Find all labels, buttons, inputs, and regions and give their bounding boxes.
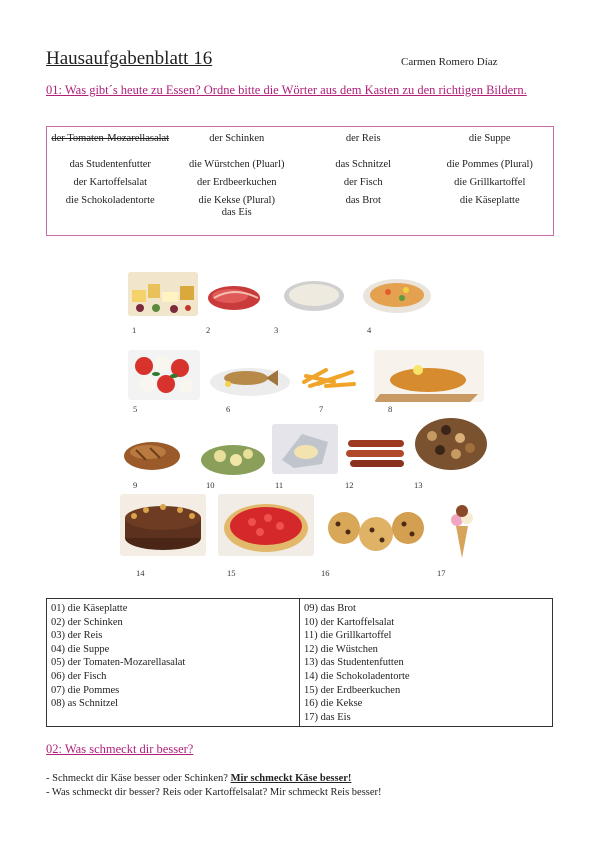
answer-line: 11) die Grillkartoffel	[304, 630, 392, 642]
word-box-row	[47, 195, 553, 221]
schnitzel-photo	[374, 350, 484, 402]
word-box-row	[47, 159, 553, 177]
word-box-word: die Schokoladentorte	[65, 195, 155, 206]
answer-line: 17) das Eis	[304, 711, 351, 723]
answer-column-left	[47, 599, 299, 726]
word-box-word: die Würstchen (Pluarl)	[189, 159, 285, 170]
word-box-word: die Suppe	[468, 133, 511, 144]
word-box-word: der Erdbeerkuchen	[196, 177, 277, 188]
chocolate-cake-photo	[120, 494, 206, 556]
answer-table	[46, 598, 553, 727]
sausages-photo	[342, 432, 410, 472]
exercise-1-heading: 01: Was gibt´s heute zu Essen? Ordne bitte die Wörter aus dem Kasten zu den richtigen Bildern.	[46, 83, 527, 97]
answer-line: 15) der Erdbeerkuchen	[304, 684, 401, 696]
ham-photo	[204, 276, 268, 314]
word-box-row	[47, 177, 553, 195]
picture-number: 1	[132, 325, 137, 335]
rice-photo	[278, 274, 350, 316]
word-box	[46, 126, 554, 236]
word-box-word: der Fisch	[343, 177, 383, 188]
sentence-2: - Was schmeckt dir besser? Reis oder Kartoffelsalat? Mir schmeckt Reis besser!	[46, 787, 382, 798]
word-box-word: das Studentenfutter	[69, 159, 151, 170]
word-box-word: das Brot	[345, 195, 381, 206]
fish-photo	[208, 358, 292, 398]
picture-number: 17	[437, 568, 446, 578]
word-box-word: das Schnitzel	[335, 159, 392, 170]
bread-photo	[120, 432, 184, 474]
answer-line: 07) die Pommes	[51, 684, 120, 696]
answer-line: 03) der Reis	[51, 630, 103, 642]
trail-mix-photo	[412, 410, 490, 474]
picture-number: 16	[321, 568, 330, 578]
sentence-1-question: - Schmeckt dir Käse besser oder Schinken?	[46, 773, 231, 784]
answer-line: 10) der Kartoffelsalat	[304, 616, 395, 628]
cheese-platter-photo	[128, 272, 198, 316]
picture-number: 4	[367, 325, 372, 335]
tomato-mozzarella-photo	[128, 350, 200, 400]
picture-number: 12	[345, 480, 354, 490]
picture-number: 5	[133, 404, 138, 414]
answer-column-right	[299, 599, 552, 726]
answer-line: 14) die Schokoladentorte	[304, 670, 410, 682]
picture-number: 3	[274, 325, 279, 335]
ice-cream-photo	[448, 504, 476, 560]
picture-number: 13	[414, 480, 423, 490]
answer-line: 16) die Kekse	[304, 698, 363, 710]
picture-number: 15	[227, 568, 236, 578]
word-box-word: der Kartoffelsalat	[73, 177, 148, 188]
word-box-word: die Pommes (Plural)	[446, 159, 533, 170]
cookies-photo	[320, 504, 432, 558]
answer-line: 08) as Schnitzel	[51, 698, 119, 710]
picture-number: 7	[319, 404, 324, 414]
answer-line: 04) die Suppe	[51, 643, 110, 655]
word-box-word: die Kekse (Plural) das Eis	[198, 195, 275, 218]
picture-number: 6	[226, 404, 231, 414]
picture-number: 8	[388, 404, 393, 414]
answer-line: 12) die Wüstchen	[304, 643, 378, 655]
answer-line: 09) das Brot	[304, 603, 356, 614]
sentence-1-answer: Mir schmeckt Käse besser!	[230, 773, 352, 784]
picture-number: 11	[275, 480, 284, 490]
word-box-word: der Tomaten-Mozarellasalat	[51, 133, 170, 144]
sentence-1	[46, 772, 382, 786]
author-name: Carmen Romero Díaz	[401, 56, 498, 68]
potato-salad-photo	[198, 438, 268, 478]
answer-line: 05) der Tomaten-Mozarellasalat	[51, 657, 186, 669]
page-title: Hausaufgabenblatt 16	[46, 48, 213, 69]
word-box-row	[47, 133, 553, 159]
word-box-word: die Grillkartoffel	[454, 177, 526, 188]
word-box-word: der Reis	[345, 133, 381, 144]
picture-number: 10	[206, 480, 215, 490]
picture-number: 14	[136, 568, 145, 578]
answer-line: 01) die Käseplatte	[51, 603, 128, 614]
word-box-word: der Schinken	[209, 133, 265, 144]
exercise-2-sentences	[46, 772, 382, 800]
strawberry-cake-photo	[218, 494, 314, 556]
grilled-potato-photo	[272, 424, 338, 474]
picture-number: 2	[206, 325, 211, 335]
picture-number: 9	[133, 480, 138, 490]
answer-line: 13) das Studentenfutten	[304, 657, 404, 669]
fries-photo	[296, 356, 362, 394]
answer-line: 02) der Schinken	[51, 616, 123, 628]
soup-photo	[358, 272, 436, 316]
answer-line: 06) der Fisch	[51, 670, 107, 682]
exercise-2-heading: 02: Was schmeckt dir besser?	[46, 742, 194, 756]
word-box-word: die Käseplatte	[459, 195, 520, 206]
